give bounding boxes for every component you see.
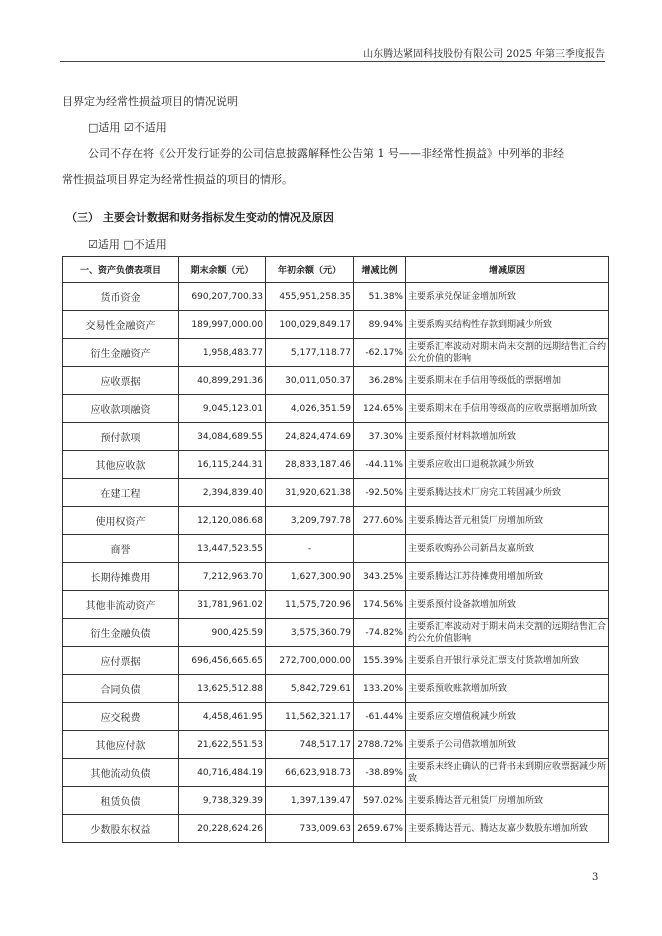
row-item-name: 合同负债 (63, 675, 179, 703)
row-begin-balance: 5,177,118.77 (266, 339, 354, 367)
table-row (63, 423, 609, 451)
row-change-ratio: -74.82% (354, 619, 406, 647)
row-item-name: 商誉 (63, 535, 179, 563)
row-item-name: 预付款项 (63, 423, 179, 451)
row-begin-balance: 3,209,797.78 (266, 507, 354, 535)
table-row (63, 591, 609, 619)
row-item-name: 少数股东权益 (63, 815, 179, 843)
table-header-row (63, 257, 609, 283)
header-end-balance: 期末余额（元） (179, 257, 266, 283)
row-end-balance: 20,228,624.26 (179, 815, 266, 843)
row-change-reason: 主要系腾达晋元租赁厂房增加所致 (406, 787, 609, 815)
row-begin-balance: 4,026,351.59 (266, 395, 354, 423)
row-change-reason: 主要系期末在手信用等级高的应收票据增加所致 (406, 395, 609, 423)
row-item-name: 其他应收款 (63, 451, 179, 479)
row-item-name: 其他应付款 (63, 731, 179, 759)
row-end-balance: 34,084,689.55 (179, 423, 266, 451)
balance-sheet-changes-table (62, 256, 609, 843)
row-change-ratio: 2659.67% (354, 815, 406, 843)
row-change-reason: 主要系自开银行承兑汇票支付货款增加所致 (406, 647, 609, 675)
row-item-name: 应交税费 (63, 703, 179, 731)
row-end-balance: 13,447,523.55 (179, 535, 266, 563)
row-end-balance: 690,207,700.33 (179, 283, 266, 311)
row-item-name: 交易性金融资产 (63, 311, 179, 339)
section-heading: （三） 主要会计数据和财务指标发生变动的情况及原因 (66, 211, 334, 224)
row-change-reason: 主要系预收账款增加所致 (406, 675, 609, 703)
row-change-reason: 主要系购买结构性存款到期减少所致 (406, 311, 609, 339)
table-row (63, 759, 609, 787)
row-change-reason: 主要系承兑保证金增加所致 (406, 283, 609, 311)
row-item-name: 其他流动负债 (63, 759, 179, 787)
header-ratio: 增减比例 (354, 257, 406, 283)
table-row (63, 339, 609, 367)
row-change-reason: 主要系应交增值税减少所致 (406, 703, 609, 731)
table-row (63, 395, 609, 423)
row-change-ratio: 277.60% (354, 507, 406, 535)
row-item-name: 使用权资产 (63, 507, 179, 535)
row-change-reason: 主要系收购孙公司新昌友嘉所致 (406, 535, 609, 563)
row-begin-balance: 30,011,050.37 (266, 367, 354, 395)
row-change-reason: 主要系腾达江苏待摊费用增加所致 (406, 563, 609, 591)
row-change-ratio: 174.56% (354, 591, 406, 619)
row-change-ratio: -92.50% (354, 479, 406, 507)
row-change-ratio: 133.20% (354, 675, 406, 703)
page-header (60, 43, 605, 62)
applicability-checkbox-line-1: □适用 ☑不适用 (88, 121, 167, 134)
row-change-ratio: 597.02% (354, 787, 406, 815)
row-begin-balance: 11,562,321.17 (266, 703, 354, 731)
row-item-name: 衍生金融资产 (63, 339, 179, 367)
row-begin-balance: 100,029,849.17 (266, 311, 354, 339)
row-begin-balance: 748,517.17 (266, 731, 354, 759)
row-begin-balance: 11,575,720.96 (266, 591, 354, 619)
row-begin-balance: 1,397,139.47 (266, 787, 354, 815)
table-row (63, 507, 609, 535)
row-change-ratio: 36.28% (354, 367, 406, 395)
row-item-name: 货币资金 (63, 283, 179, 311)
row-change-ratio: -38.89% (354, 759, 406, 787)
header-begin-balance: 年初余额（元） (266, 257, 354, 283)
table-row (63, 619, 609, 647)
row-change-ratio: 343.25% (354, 563, 406, 591)
row-end-balance: 9,738,329.39 (179, 787, 266, 815)
table-row (63, 647, 609, 675)
row-begin-balance: 28,833,187.46 (266, 451, 354, 479)
row-change-ratio: 124.65% (354, 395, 406, 423)
row-begin-balance: 1,627,300.90 (266, 563, 354, 591)
table-row (63, 535, 609, 563)
row-end-balance: 7,212,963.70 (179, 563, 266, 591)
row-change-reason: 主要系未终止确认的已背书未到期应收票据减少所致 (406, 759, 609, 787)
row-change-reason: 主要系腾达技术厂房完工转固减少所致 (406, 479, 609, 507)
row-change-reason: 主要系应收出口退税款减少所致 (406, 451, 609, 479)
row-end-balance: 2,394,839.40 (179, 479, 266, 507)
row-end-balance: 1,958,483.77 (179, 339, 266, 367)
row-begin-balance: 455,951,258.35 (266, 283, 354, 311)
row-change-ratio: 89.94% (354, 311, 406, 339)
header-reason: 增减原因 (406, 257, 609, 283)
row-item-name: 长期待摊费用 (63, 563, 179, 591)
row-end-balance: 12,120,086.68 (179, 507, 266, 535)
row-begin-balance: 5,842,729.61 (266, 675, 354, 703)
row-change-reason: 主要系腾达晋元、腾达友嘉少数股东增加所致 (406, 815, 609, 843)
row-change-ratio: 155.39% (354, 647, 406, 675)
row-end-balance: 189,997,000.00 (179, 311, 266, 339)
paragraph-line-2: 常性损益项目界定为经常性损益的项目的情形。 (62, 173, 293, 186)
table-row (63, 311, 609, 339)
row-change-reason: 主要系汇率波动对于期末尚未交割的远期结售汇合约公允价值影响 (406, 619, 609, 647)
row-item-name: 应付票据 (63, 647, 179, 675)
row-item-name: 租赁负债 (63, 787, 179, 815)
row-change-ratio: 2788.72% (354, 731, 406, 759)
row-change-ratio: -62.17% (354, 339, 406, 367)
intro-line: 目界定为经常性损益项目的情况说明 (62, 95, 238, 108)
row-end-balance: 900,425.59 (179, 619, 266, 647)
header-item: 一、资产负债表项目 (63, 257, 179, 283)
row-change-ratio: -44.11% (354, 451, 406, 479)
row-end-balance: 13,625,512.88 (179, 675, 266, 703)
table-row (63, 675, 609, 703)
row-end-balance: 4,458,461.95 (179, 703, 266, 731)
row-change-reason: 主要系预付材料款增加所致 (406, 423, 609, 451)
table-row (63, 703, 609, 731)
row-end-balance: 16,115,244.31 (179, 451, 266, 479)
row-begin-balance: 3,575,360.79 (266, 619, 354, 647)
row-end-balance: 696,456,665.65 (179, 647, 266, 675)
row-change-reason: 主要系子公司借款增加所致 (406, 731, 609, 759)
row-begin-balance: - (266, 535, 354, 563)
row-begin-balance: 66,623,918.73 (266, 759, 354, 787)
row-end-balance: 9,045,123.01 (179, 395, 266, 423)
row-item-name: 应收票据 (63, 367, 179, 395)
table-row (63, 787, 609, 815)
table-row (63, 815, 609, 843)
table-row (63, 367, 609, 395)
table-row (63, 563, 609, 591)
row-begin-balance: 733,009.63 (266, 815, 354, 843)
applicability-checkbox-line-2: ☑适用 □不适用 (88, 238, 167, 251)
row-end-balance: 21,622,551.53 (179, 731, 266, 759)
row-begin-balance: 31,920,621.38 (266, 479, 354, 507)
row-change-ratio: 37.30% (354, 423, 406, 451)
row-change-ratio: -61.44% (354, 703, 406, 731)
table-row (63, 479, 609, 507)
report-title: 山东腾达紧固科技股份有限公司 2025 年第三季度报告 (363, 49, 605, 60)
row-change-reason: 主要系预付设备款增加所致 (406, 591, 609, 619)
page-number: 3 (592, 872, 599, 883)
row-item-name: 在建工程 (63, 479, 179, 507)
row-change-reason: 主要系腾达晋元租赁厂房增加所致 (406, 507, 609, 535)
row-item-name: 衍生金融负债 (63, 619, 179, 647)
table-row (63, 451, 609, 479)
row-item-name: 应收款项融资 (63, 395, 179, 423)
row-begin-balance: 272,700,000.00 (266, 647, 354, 675)
paragraph-line-1: 公司不存在将《公开发行证券的公司信息披露解释性公告第 1 号——非经常性损益》中列举的非经 (88, 147, 564, 160)
row-change-ratio (354, 535, 406, 563)
row-change-reason: 主要系期末在手信用等级低的票据增加 (406, 367, 609, 395)
table-row (63, 283, 609, 311)
row-change-reason: 主要系汇率波动对期末尚未交割的远期结售汇合约公允价值的影响 (406, 339, 609, 367)
row-end-balance: 40,716,484.19 (179, 759, 266, 787)
row-change-ratio: 51.38% (354, 283, 406, 311)
row-end-balance: 31,781,961.02 (179, 591, 266, 619)
row-end-balance: 40,899,291.36 (179, 367, 266, 395)
table-row (63, 731, 609, 759)
row-begin-balance: 24,824,474.69 (266, 423, 354, 451)
row-item-name: 其他非流动资产 (63, 591, 179, 619)
